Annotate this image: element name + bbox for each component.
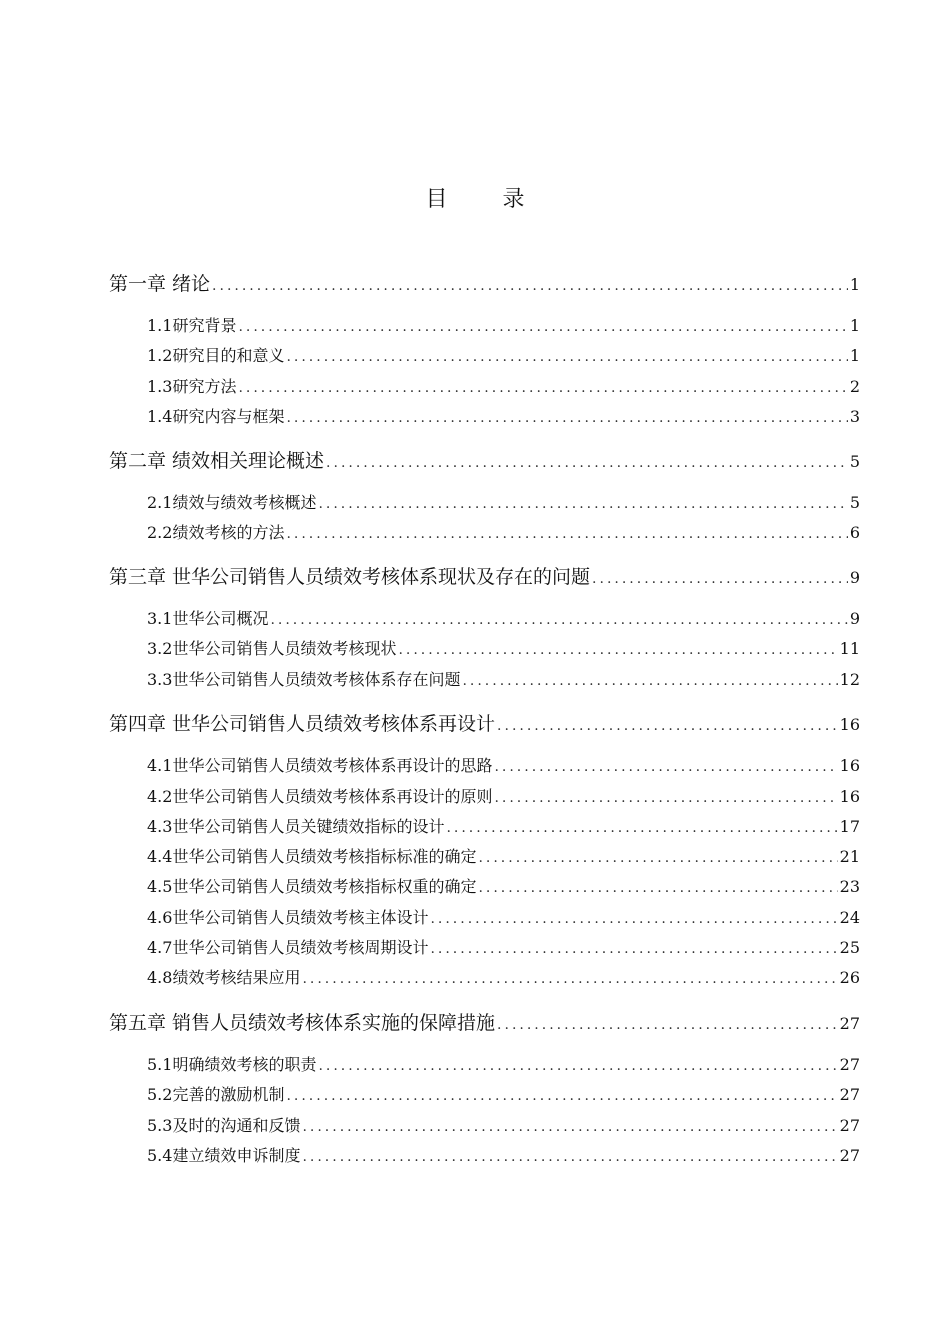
dot-leader xyxy=(497,1012,838,1038)
toc-page-number: 1 xyxy=(849,275,860,294)
toc-section-4-6[interactable] xyxy=(147,907,860,930)
toc-section-5-3[interactable] xyxy=(147,1115,860,1138)
dot-leader xyxy=(302,1116,837,1138)
toc-section-1-3[interactable] xyxy=(147,376,860,399)
toc-section-4-4[interactable] xyxy=(147,846,860,869)
toc-page-number: 17 xyxy=(839,817,860,836)
toc-page-number: 16 xyxy=(839,787,860,806)
toc-entry-text: 4.1世华公司销售人员绩效考核体系再设计的思路 xyxy=(147,756,493,775)
toc-page-number: 2 xyxy=(849,377,860,396)
toc-page-number: 6 xyxy=(849,523,860,542)
toc-entry-text: 4.4世华公司销售人员绩效考核指标标准的确定 xyxy=(147,847,477,866)
dot-leader xyxy=(238,377,847,399)
toc-chapter-1[interactable] xyxy=(109,271,860,299)
toc-entry-text: 4.8绩效考核结果应用 xyxy=(147,968,301,987)
toc-section-3-1[interactable] xyxy=(147,608,860,631)
toc-chapter-3[interactable] xyxy=(109,564,860,592)
dot-leader xyxy=(286,407,847,429)
toc-page-number: 16 xyxy=(839,756,860,775)
toc-page-number: 27 xyxy=(839,1014,860,1033)
toc-page-number: 9 xyxy=(849,568,860,587)
toc-section-2-2[interactable] xyxy=(147,522,860,545)
toc-entry-text: 5.3及时的沟通和反馈 xyxy=(147,1116,301,1135)
toc-section-3-3[interactable] xyxy=(147,669,860,692)
dot-leader xyxy=(478,847,837,869)
toc-title: 目 录 xyxy=(425,187,549,212)
toc-section-1-4[interactable] xyxy=(147,406,860,429)
dot-leader xyxy=(326,450,848,476)
dot-leader xyxy=(592,566,848,592)
toc-entry-text: 1.1研究背景 xyxy=(147,316,237,335)
toc-entry-text: 第五章 销售人员绩效考核体系实施的保障措施 xyxy=(109,1012,496,1034)
dot-leader xyxy=(318,493,847,515)
toc-chapter-2[interactable] xyxy=(109,448,860,476)
toc-entry-text: 第四章 世华公司销售人员绩效考核体系再设计 xyxy=(109,713,496,735)
toc-page-number: 26 xyxy=(839,968,860,987)
dot-leader xyxy=(270,609,847,631)
toc-entry-text: 4.7世华公司销售人员绩效考核周期设计 xyxy=(147,938,429,957)
toc-entry-text: 4.3世华公司销售人员关键绩效指标的设计 xyxy=(147,817,445,836)
toc-page-number: 1 xyxy=(849,316,860,335)
dot-leader xyxy=(318,1055,837,1077)
toc-section-1-2[interactable] xyxy=(147,345,860,368)
toc-entry-text: 第二章 绩效相关理论概述 xyxy=(109,450,325,472)
toc-entry-text: 1.3研究方法 xyxy=(147,377,237,396)
toc-page-number: 12 xyxy=(839,670,860,689)
toc-entry-text: 4.5世华公司销售人员绩效考核指标权重的确定 xyxy=(147,877,477,896)
dot-leader xyxy=(398,639,837,661)
toc-entry-text: 3.1世华公司概况 xyxy=(147,609,269,628)
dot-leader xyxy=(497,713,838,739)
toc-section-4-2[interactable] xyxy=(147,786,860,809)
toc-entry-text: 5.4建立绩效申诉制度 xyxy=(147,1146,301,1165)
toc-chapter-5[interactable] xyxy=(109,1010,860,1038)
toc-entry-text: 4.2世华公司销售人员绩效考核体系再设计的原则 xyxy=(147,787,493,806)
dot-leader xyxy=(446,817,837,839)
dot-leader xyxy=(286,523,847,545)
toc-entry-text: 3.2世华公司销售人员绩效考核现状 xyxy=(147,639,397,658)
toc-entry-text: 4.6世华公司销售人员绩效考核主体设计 xyxy=(147,908,429,927)
toc-page-number: 27 xyxy=(839,1085,860,1104)
dot-leader xyxy=(212,273,848,299)
dot-leader xyxy=(302,968,837,990)
dot-leader xyxy=(494,787,837,809)
toc-page-number: 11 xyxy=(839,639,860,658)
toc-section-4-7[interactable] xyxy=(147,937,860,960)
toc-page-number: 9 xyxy=(849,609,860,628)
toc-section-1-1[interactable] xyxy=(147,315,860,338)
toc-section-4-1[interactable] xyxy=(147,755,860,778)
toc-page-number: 21 xyxy=(839,847,860,866)
toc-section-5-1[interactable] xyxy=(147,1054,860,1077)
toc-page-number: 27 xyxy=(839,1146,860,1165)
toc-entry-text: 5.2完善的激励机制 xyxy=(147,1085,285,1104)
toc-section-2-1[interactable] xyxy=(147,492,860,515)
toc-entry-text: 2.2绩效考核的方法 xyxy=(147,523,285,542)
toc-section-3-2[interactable] xyxy=(147,638,860,661)
toc-page-number: 24 xyxy=(839,908,860,927)
dot-leader xyxy=(302,1146,837,1168)
toc-entry-text: 第三章 世华公司销售人员绩效考核体系现状及存在的问题 xyxy=(109,566,591,588)
dot-leader xyxy=(238,316,847,338)
toc-entry-text: 2.1绩效与绩效考核概述 xyxy=(147,493,317,512)
toc-entry-text: 5.1明确绩效考核的职责 xyxy=(147,1055,317,1074)
dot-leader xyxy=(478,877,837,899)
dot-leader xyxy=(430,938,837,960)
toc-entry-text: 1.4研究内容与框架 xyxy=(147,407,285,426)
toc-section-4-3[interactable] xyxy=(147,816,860,839)
toc-page-number: 27 xyxy=(839,1116,860,1135)
toc-entry-text: 第一章 绪论 xyxy=(109,273,211,295)
dot-leader xyxy=(286,1085,837,1107)
toc-section-5-2[interactable] xyxy=(147,1084,860,1107)
dot-leader xyxy=(430,908,837,930)
toc-entry-text: 3.3世华公司销售人员绩效考核体系存在问题 xyxy=(147,670,461,689)
dot-leader xyxy=(286,346,847,368)
toc-entry-text: 1.2研究目的和意义 xyxy=(147,346,285,365)
toc-page-number: 1 xyxy=(849,346,860,365)
toc-page-number: 3 xyxy=(849,407,860,426)
dot-leader xyxy=(494,756,837,778)
toc-page-number: 27 xyxy=(839,1055,860,1074)
toc-chapter-4[interactable] xyxy=(109,711,860,739)
toc-section-4-5[interactable] xyxy=(147,876,860,899)
toc-section-5-4[interactable] xyxy=(147,1145,860,1168)
toc-page-number: 5 xyxy=(849,452,860,471)
toc-page-number: 16 xyxy=(839,715,860,734)
dot-leader xyxy=(462,670,837,692)
toc-page-number: 23 xyxy=(839,877,860,896)
toc-section-4-8[interactable] xyxy=(147,967,860,990)
toc-page-number: 5 xyxy=(849,493,860,512)
toc-page-number: 25 xyxy=(839,938,860,957)
